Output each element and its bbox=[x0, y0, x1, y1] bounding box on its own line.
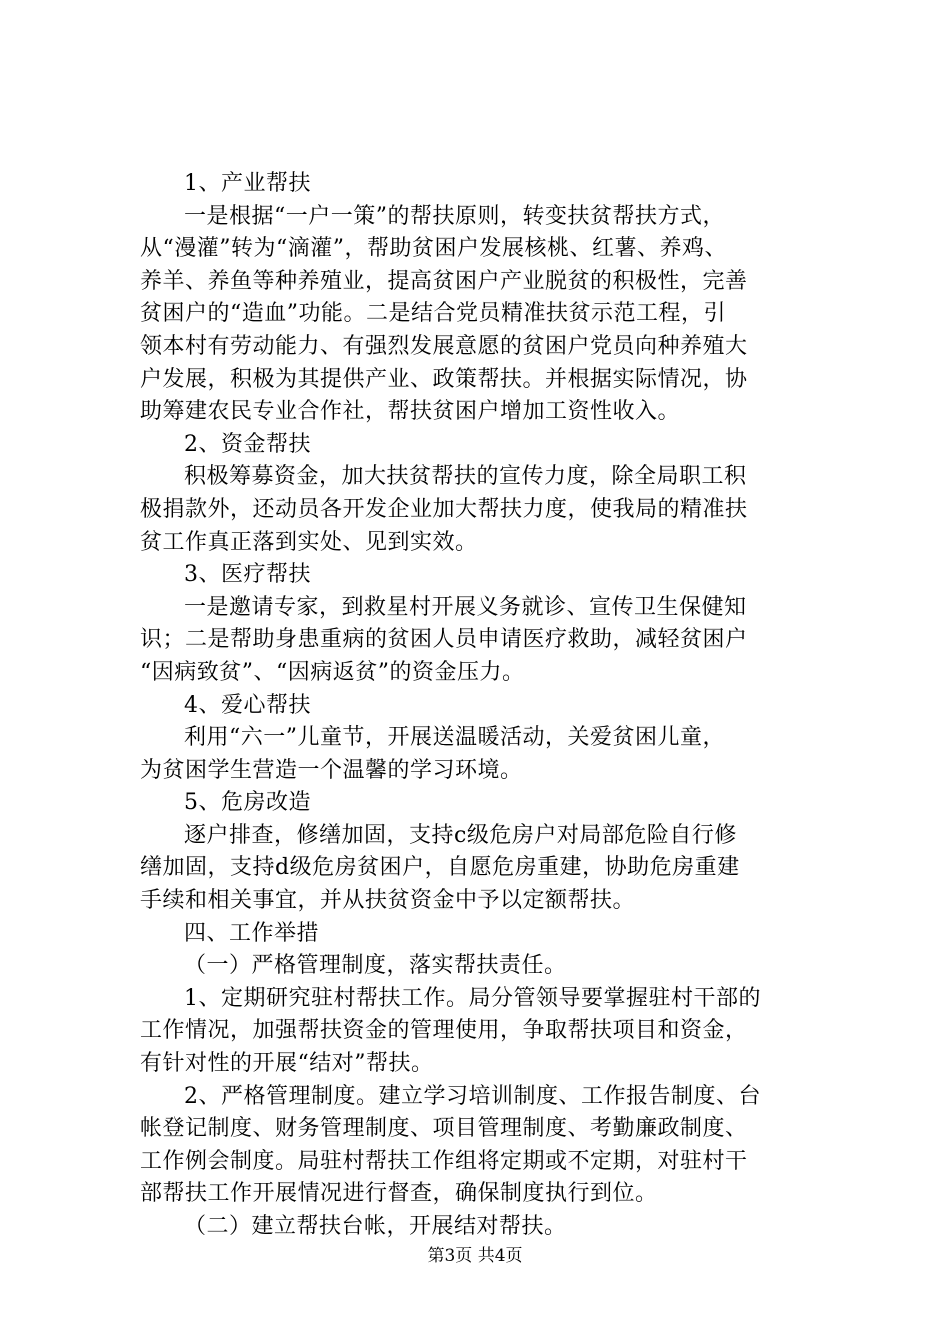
text-line: 2、严格管理制度。建立学习培训制度、工作报告制度、台 bbox=[184, 1083, 761, 1109]
text-line: 利用“六一”儿童节，开展送温暖活动，关爱贫困儿童， bbox=[184, 725, 725, 751]
text-line: 积极筹募资金，加大扶贫帮扶的宣传力度，除全局职工积 bbox=[184, 464, 747, 490]
text-line: 四、工作举措 bbox=[184, 920, 320, 946]
text-line: 2、资金帮扶 bbox=[184, 431, 311, 457]
text-line: 有针对性的开展“结对”帮扶。 bbox=[140, 1051, 434, 1077]
page-footer: 第3页 共4页 bbox=[427, 1246, 523, 1266]
text-line: 逐户排查，修缮加固，支持c级危房户对局部危险自行修 bbox=[184, 822, 737, 848]
text-line: 4、爱心帮扶 bbox=[184, 692, 311, 718]
text-line: 1、产业帮扶 bbox=[184, 171, 311, 196]
text-line: 缮加固，支持d级危房贫困户，自愿危房重建，协助危房重建 bbox=[140, 855, 740, 881]
text-line: 养羊、养鱼等种养殖业，提高贫困户产业脱贫的积极性，完善 bbox=[140, 268, 748, 294]
text-line: 手续和相关事宜，并从扶贫资金中予以定额帮扶。 bbox=[140, 888, 636, 914]
text-line: （二）建立帮扶台帐，开展结对帮扶。 bbox=[184, 1214, 567, 1239]
text-line: 工作情况，加强帮扶资金的管理使用，争取帮扶项目和资金， bbox=[140, 1018, 748, 1044]
text-line: 贫工作真正落到实处、见到实效。 bbox=[140, 529, 478, 555]
text-line: 一是根据“一户一策”的帮扶原则，转变扶贫帮扶方式， bbox=[184, 203, 725, 229]
text-line: 为贫困学生营造一个温馨的学习环境。 bbox=[140, 757, 523, 783]
text-line: 助筹建农民专业合作社，帮扶贫困户增加工资性收入。 bbox=[140, 399, 681, 425]
text-line: （一）严格管理制度，落实帮扶责任。 bbox=[184, 953, 567, 979]
document-body bbox=[140, 168, 830, 1244]
text-line: 5、危房改造 bbox=[184, 790, 311, 816]
text-line: 3、医疗帮扶 bbox=[184, 562, 311, 588]
text-line: 户发展，积极为其提供产业、政策帮扶。并根据实际情况，协 bbox=[140, 366, 748, 392]
text-line: 部帮扶工作开展情况进行督查，确保制度执行到位。 bbox=[140, 1181, 658, 1207]
text-line: 1、定期研究驻村帮扶工作。局分管领导要掌握驻村干部的 bbox=[184, 985, 761, 1011]
text-line: 从“漫灌”转为“滴灌”，帮助贫困户发展核桃、红薯、养鸡、 bbox=[140, 236, 727, 262]
text-line: 领本村有劳动能力、有强烈发展意愿的贫困户党员向种养殖大 bbox=[140, 333, 748, 359]
text-line: 一是邀请专家，到救星村开展义务就诊、宣传卫生保健知 bbox=[184, 594, 747, 620]
text-line: “因病致贫”、“因病返贫”的资金压力。 bbox=[140, 659, 525, 685]
text-line: 识；二是帮助身患重病的贫困人员申请医疗救助，减轻贫困户 bbox=[140, 627, 748, 653]
text-line: 贫困户的“造血”功能。二是结合党员精准扶贫示范工程，引 bbox=[140, 301, 726, 327]
text-line: 帐登记制度、财务管理制度、项目管理制度、考勤廉政制度、 bbox=[140, 1116, 748, 1142]
text-line: 极捐款外，还动员各开发企业加大帮扶力度，使我局的精准扶 bbox=[140, 496, 748, 522]
text-line: 工作例会制度。局驻村帮扶工作组将定期或不定期，对驻村干 bbox=[140, 1148, 748, 1174]
